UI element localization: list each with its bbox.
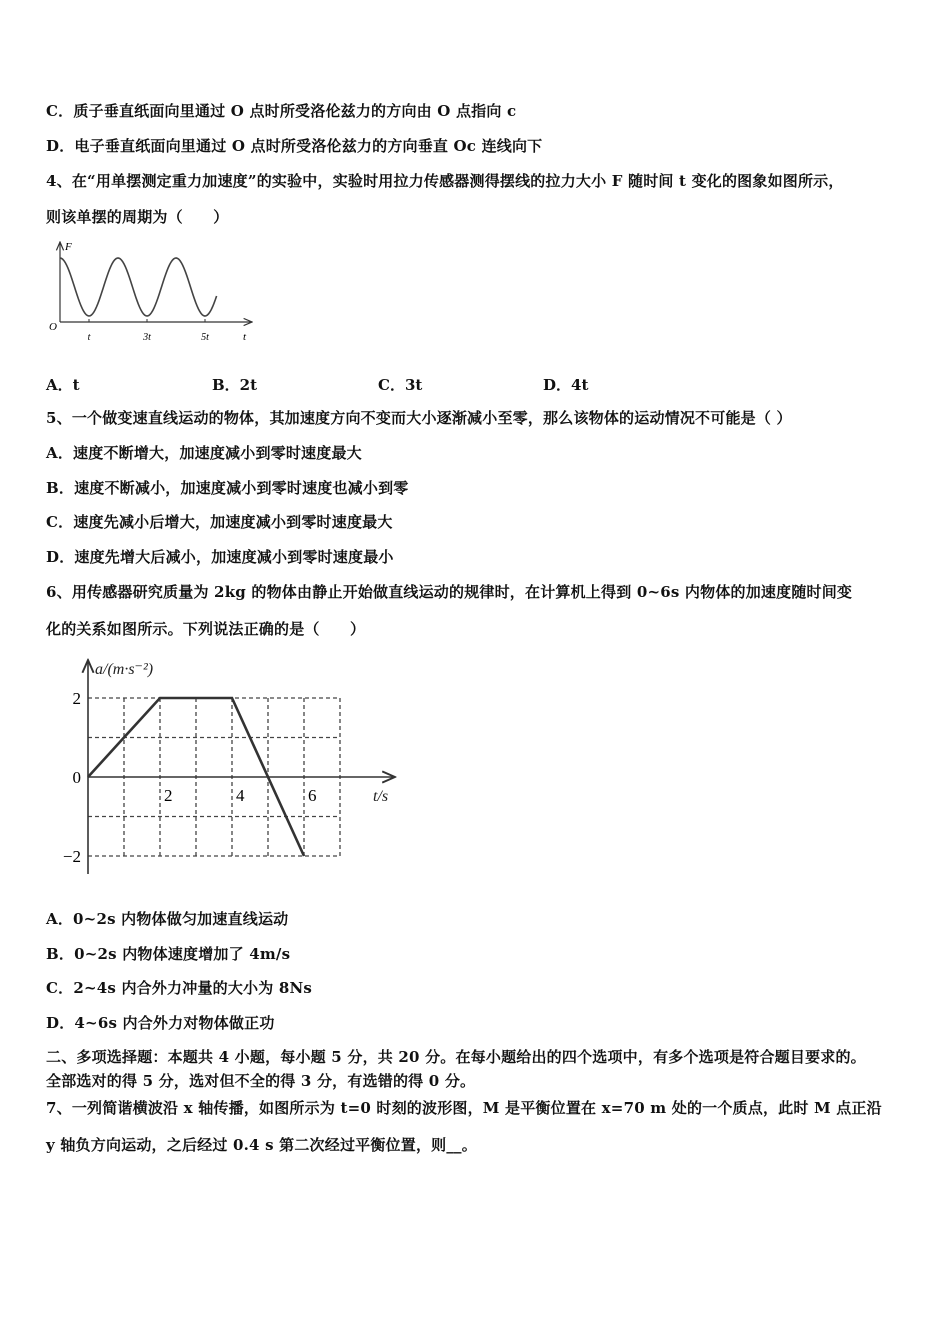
section2-heading-line1: 二、多项选择题：本题共 4 小题，每小题 5 分，共 20 分。在每小题给出的四个选项中，有多个选项是符合题目要求的。: [46, 1048, 866, 1066]
q4-option-b: B．2t: [212, 376, 258, 394]
q6-x-tick-label: 4: [236, 786, 245, 805]
q6-option-a: A．0~2s 内物体做匀加速直线运动: [46, 910, 289, 928]
q5-option-c: C．速度先减小后增大，加速度减小到零时速度最大: [46, 513, 393, 531]
q4-option-d: D．4t: [543, 376, 589, 394]
q7-stem-line1: 7、一列简谐横波沿 x 轴传播，如图所示为 t=0 时刻的波形图，M 是平衡位置在 x=70 m 处的一个质点，此时 M 点正沿: [46, 1099, 882, 1117]
q4-stem-line1: 4、在“用单摆测定重力加速度”的实验中，实验时用拉力传感器测得摆线的拉力大小 F 随时间 t 变化的图象如图所示，: [46, 172, 844, 190]
q4-option-c: C．3t: [378, 376, 423, 394]
q5-stem: 5、一个做变速直线运动的物体，其加速度方向不变而大小逐渐减小至零，那么该物体的运动情况不可能是（ ）: [46, 409, 792, 427]
q4-x-tick-label: 3t: [143, 332, 151, 343]
q6-y-tick-label: 2: [72, 689, 81, 708]
q6-option-b: B．0~2s 内物体速度增加了 4m/s: [46, 945, 291, 963]
q6-acceleration-graph: [55, 652, 405, 880]
q6-y-tick-label: 0: [72, 768, 81, 787]
q6-option-d: D．4~6s 内合外力对物体做正功: [46, 1014, 275, 1032]
q6-x-tick-label: 6: [308, 786, 317, 805]
q4-force-curve: [60, 258, 217, 316]
q6-option-c: C．2~4s 内合外力冲量的大小为 8Ns: [46, 979, 313, 997]
q6-x-tick-label: 2: [164, 786, 173, 805]
q4-x-tick-label: t: [87, 332, 91, 343]
q4-force-time-graph: [40, 236, 260, 348]
q6-stem-line1: 6、用传感器研究质量为 2kg 的物体由静止开始做直线运动的规律时，在计算机上得到 0~6s 内物体的加速度随时间变: [46, 583, 853, 601]
q4-y-axis-label: F: [65, 241, 72, 253]
q4-stem-line2: 则该单摆的周期为（ ）: [46, 208, 229, 226]
q3-option-c: C．质子垂直纸面向里通过 O 点时所受洛伦兹力的方向由 O 点指向 c: [46, 102, 517, 120]
q6-stem-line2: 化的关系如图所示。下列说法正确的是（ ）: [46, 620, 366, 638]
q4-x-tick-label: 5t: [201, 332, 209, 343]
q5-option-a: A．速度不断增大，加速度减小到零时速度最大: [46, 444, 362, 462]
q4-x-axis-label: t: [243, 331, 247, 343]
q4-option-a: A．t: [46, 376, 80, 394]
q6-y-axis-label: a/(m·s⁻²): [95, 661, 154, 678]
q4-origin-label: O: [49, 321, 57, 333]
q6-x-axis-label: t/s: [373, 788, 389, 805]
q7-stem-line2: y 轴负方向运动，之后经过 0.4 s 第二次经过平衡位置，则__。: [46, 1136, 477, 1154]
section2-heading-line2: 全部选对的得 5 分，选对但不全的得 3 分，有选错的得 0 分。: [46, 1072, 476, 1090]
q6-y-tick-label: −2: [62, 847, 81, 866]
q5-option-b: B．速度不断减小，加速度减小到零时速度也减小到零: [46, 479, 409, 497]
q5-option-d: D．速度先增大后减小，加速度减小到零时速度最小: [46, 548, 394, 566]
q3-option-d: D．电子垂直纸面向里通过 O 点时所受洛伦兹力的方向垂直 Oc 连线向下: [46, 137, 543, 155]
